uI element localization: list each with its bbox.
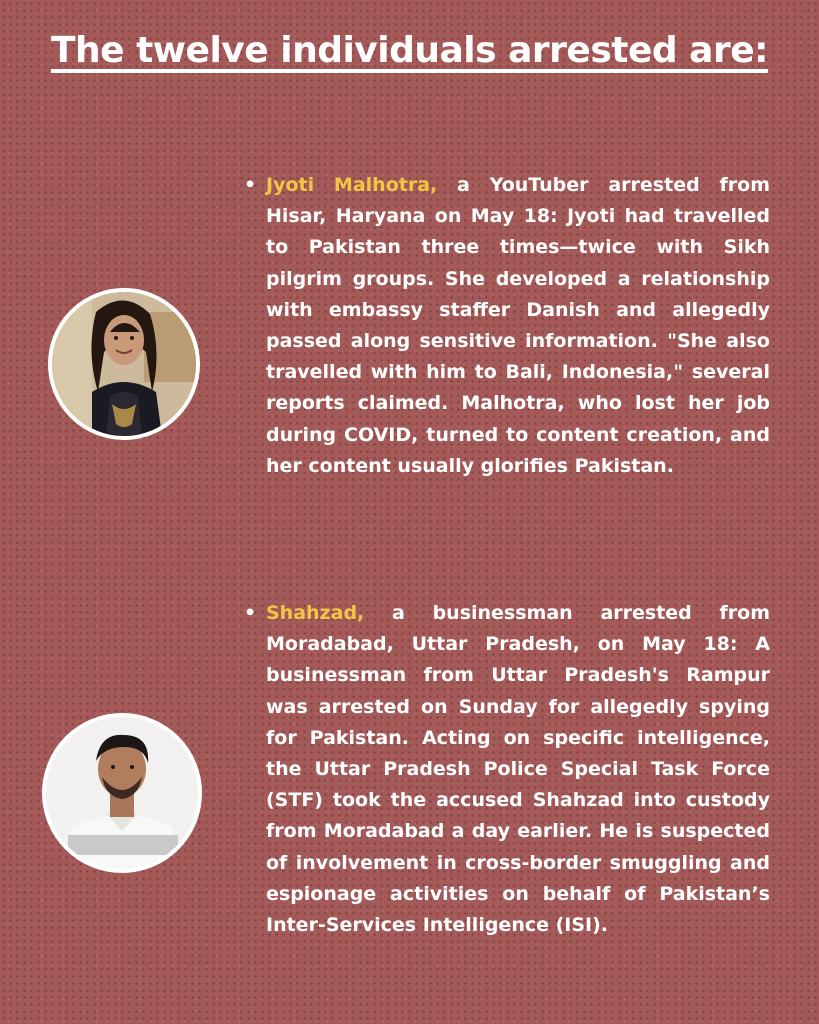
entry-text [244, 170, 770, 482]
bullet-icon: • [244, 602, 257, 624]
avatar [42, 713, 202, 873]
entry-text [244, 598, 770, 941]
person-description: a businessman arrested from Moradabad, Uttar Pradesh, on May 18: A businessman from Uttar Pradesh's Rampur was arrested on Sunday for allegedly spying for Pakistan. Acting on specific intelligence, the Uttar Pradesh Police Special Task Force (STF) took the accused Shahzad into custody from Moradabad a day earlier. He is suspected of involvement in cross-border smuggling and espionage activities on behalf of Pakistan’s Inter-Services Intelligence (ISI). [266, 602, 770, 937]
page-title: The twelve individuals arrested are: [50, 30, 769, 71]
bullet-icon: • [244, 174, 257, 196]
portrait-man-image [46, 717, 198, 869]
avatar [48, 288, 200, 440]
person-name: Jyoti Malhotra, [266, 174, 438, 196]
person-name: Shahzad, [266, 602, 365, 624]
person-description: a YouTuber arrested from Hisar, Haryana on May 18: Jyoti had travelled to Pakistan three times—twice with Sikh pilgrim groups. She developed a relationship with embassy staffer Danish and allegedly passed along sensitive information. "She also travelled with him to Bali, Indonesia," several reports claimed. Malhotra, who lost her job during COVID, turned to content creation, and her content usually glorifies Pakistan. [266, 174, 770, 477]
portrait-woman-image [52, 292, 196, 436]
